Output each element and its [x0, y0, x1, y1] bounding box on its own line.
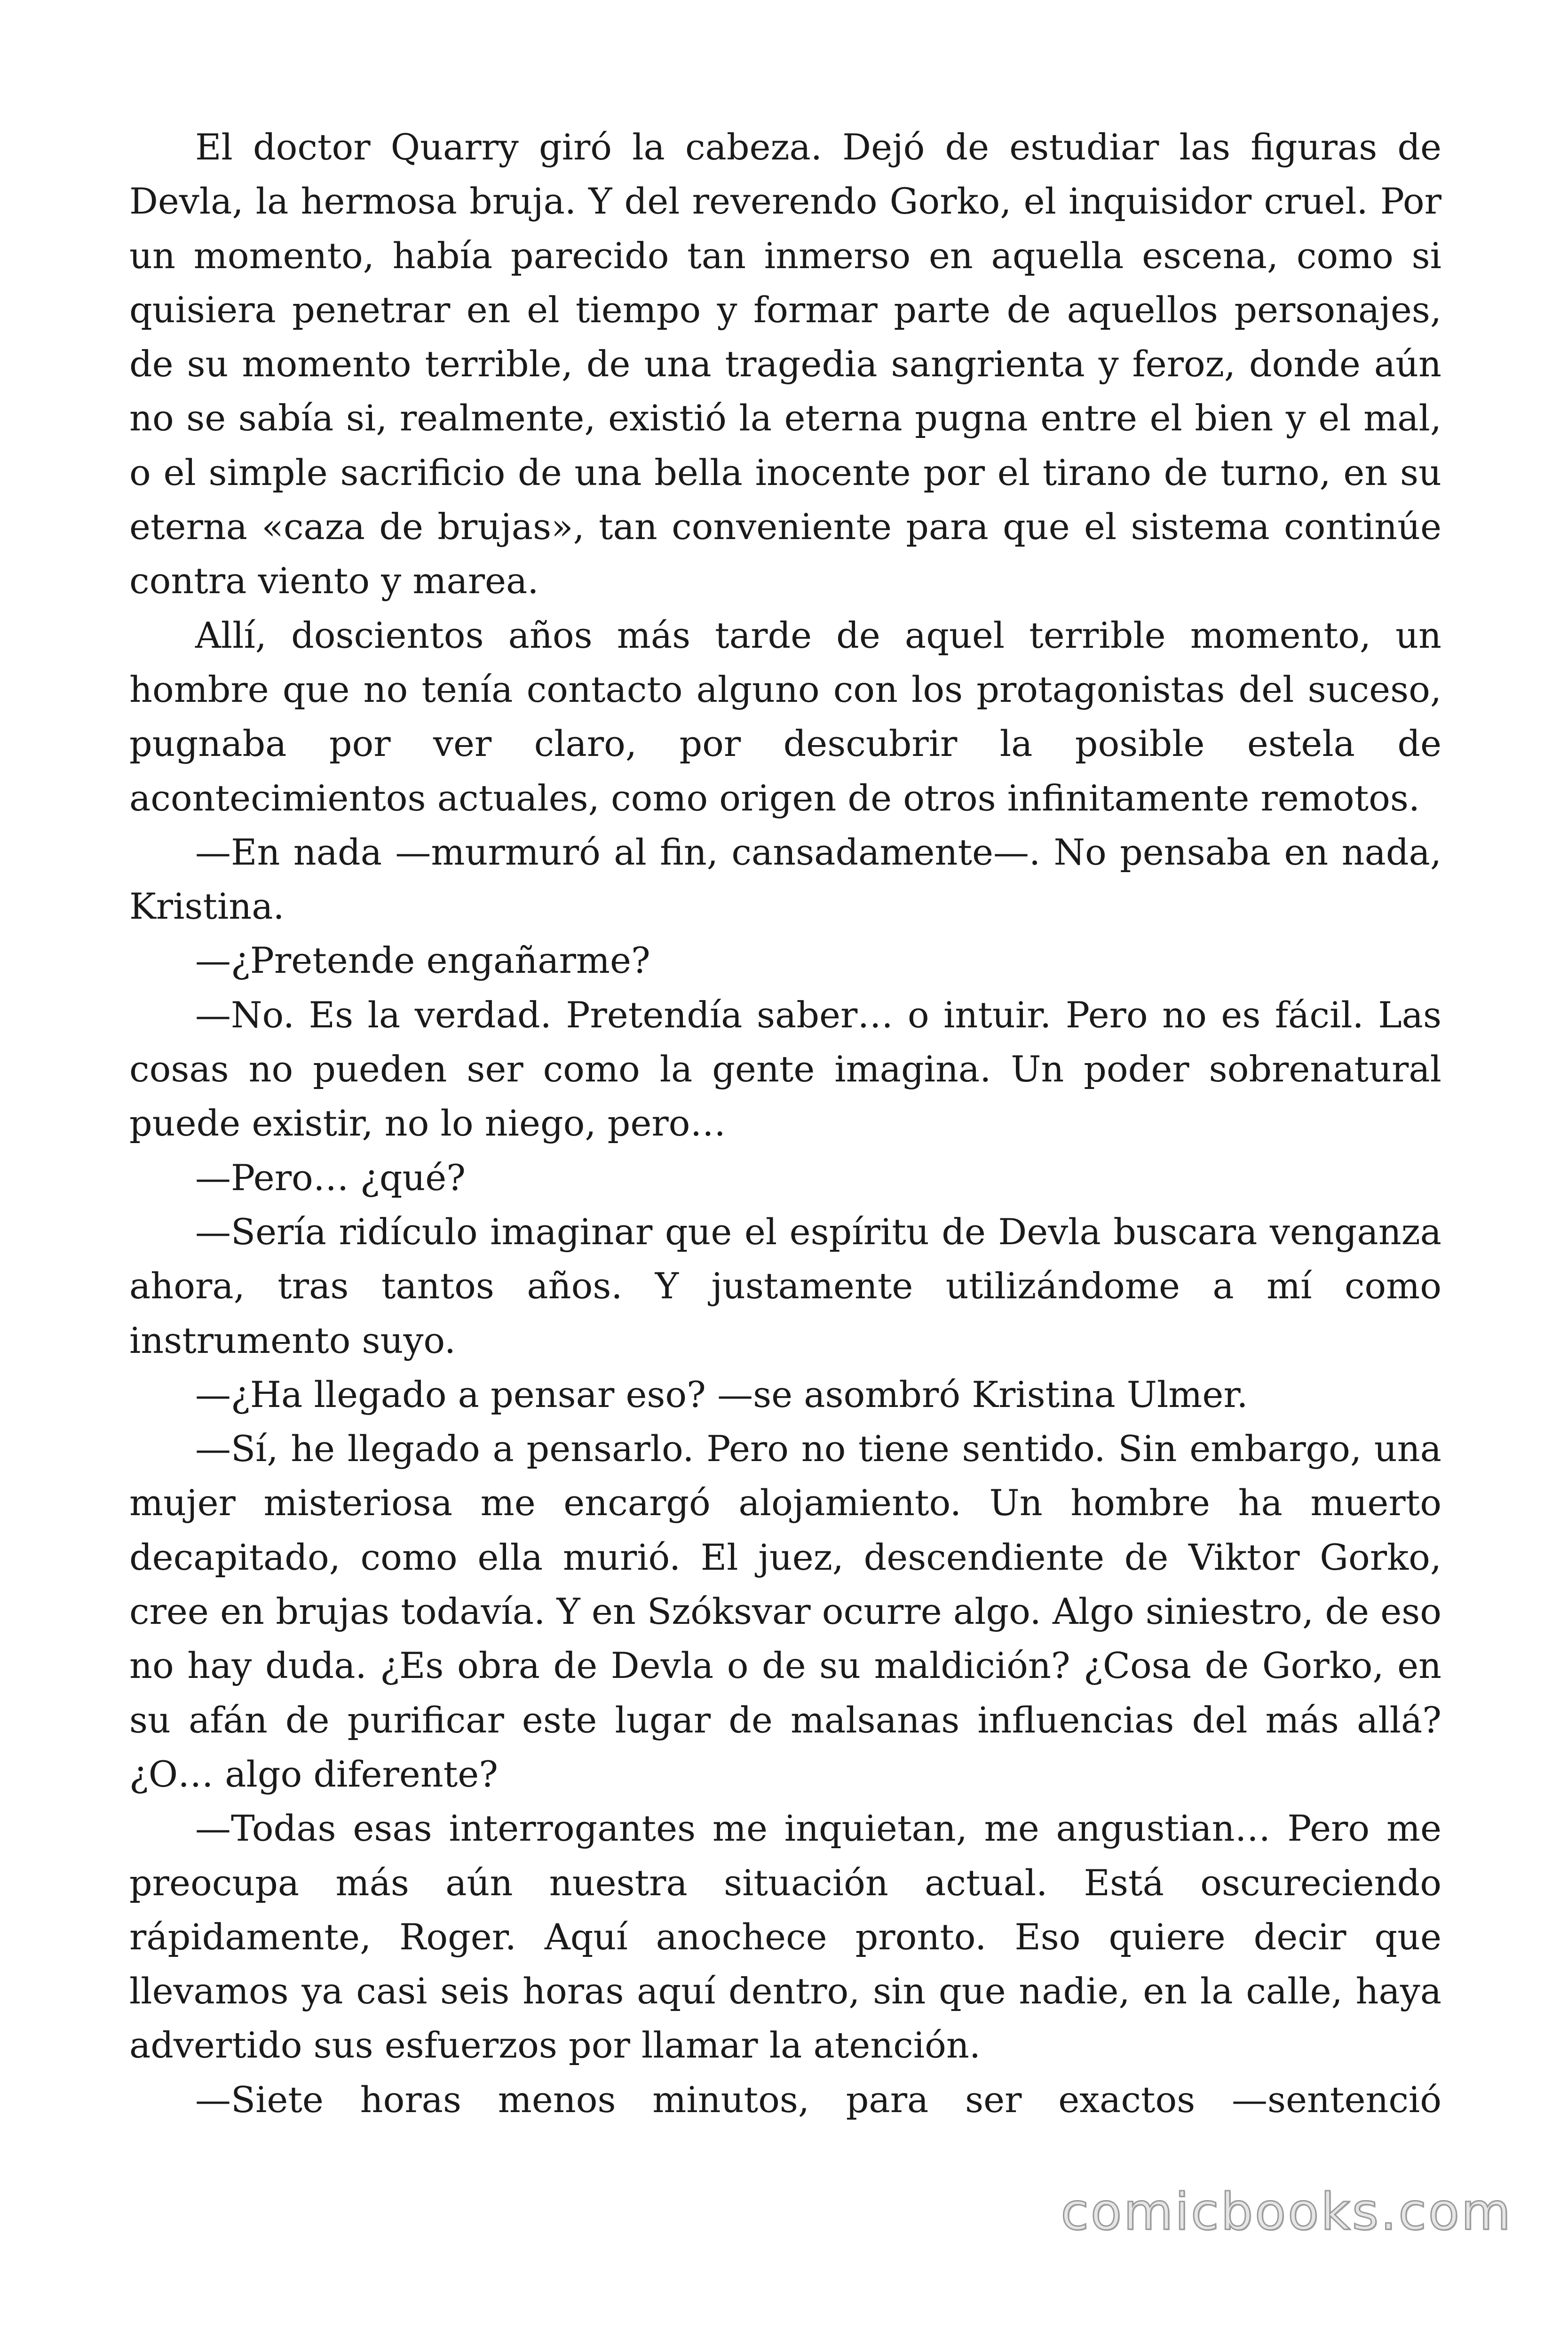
paragraph-10: —Todas esas interrogantes me inquietan, me angustian… Pero me preocupa más aún nuestra situación actual. Está oscureciendo rápidamente, Roger. Aquí anochece pronto. Eso quiere decir que llevamos ya casi seis horas aquí dentro, sin que nadie, en la calle, haya advertido sus esfuerzos por llamar la atención.: [129, 1807, 1441, 2066]
paragraph-6: —Pero… ¿qué?: [195, 1156, 466, 1199]
body-text: [129, 120, 1441, 2127]
paragraph-9: —Sí, he llegado a pensarlo. Pero no tiene sentido. Sin embargo, una mujer misteriosa me encargó alojamiento. Un hombre ha muerto decapitado, como ella murió. El juez, descendiente de Viktor Gorko, cree en brujas todavía. Y en Szóksvar ocurre algo. Algo siniestro, de eso no hay duda. ¿Es obra de Devla o de su maldición? ¿Cosa de Gorko, en su afán de purificar este lugar de malsanas influencias del más allá? ¿O… algo diferente?: [129, 1428, 1441, 1795]
paragraph-1: El doctor Quarry giró la cabeza. Dejó de estudiar las figuras de Devla, la hermosa bruja. Y del reverendo Gorko, el inquisidor cruel. Por un momento, había parecido tan inmerso en aquella escena, como si quisiera penetrar en el tiempo y formar parte de aquellos personajes, de su momento terrible, de una tragedia sangrienta y feroz, donde aún no se sabía si, realmente, existió la eterna pugna entre el bien y el mal, o el simple sacrificio de una bella inocente por el tirano de turno, en su eterna «caza de brujas», tan conveniente para que el sistema continúe contra viento y marea.: [129, 126, 1441, 602]
paragraph-5: —No. Es la verdad. Pretendía saber… o intuir. Pero no es fácil. Las cosas no pueden ser como la gente imagina. Un poder sobrenatural puede existir, no lo niego, pero…: [129, 993, 1441, 1144]
paragraph-3: —En nada —murmuró al fin, cansadamente—. No pensaba en nada, Kristina.: [129, 831, 1441, 928]
paragraph-2: Allí, doscientos años más tarde de aquel terrible momento, un hombre que no tenía contacto alguno con los protagonistas del suceso, pugnaba por ver claro, por descubrir la posible estela de acontecimientos actuales, como origen de otros infinitamente remotos.: [129, 614, 1441, 819]
paragraph-11: —Siete horas menos minutos, para ser exactos —sentenció: [195, 2078, 1441, 2121]
paragraph-7: —Sería ridículo imaginar que el espíritu de Devla buscara venganza ahora, tras tantos años. Y justamente utilizándome a mí como instrumento suyo.: [129, 1210, 1441, 1361]
paragraph-4: —¿Pretende engañarme?: [195, 939, 650, 982]
paragraph-8: —¿Ha llegado a pensar eso? —se asombró Kristina Ulmer.: [195, 1373, 1248, 1415]
watermark: comicbooks.com: [1061, 2183, 1513, 2241]
